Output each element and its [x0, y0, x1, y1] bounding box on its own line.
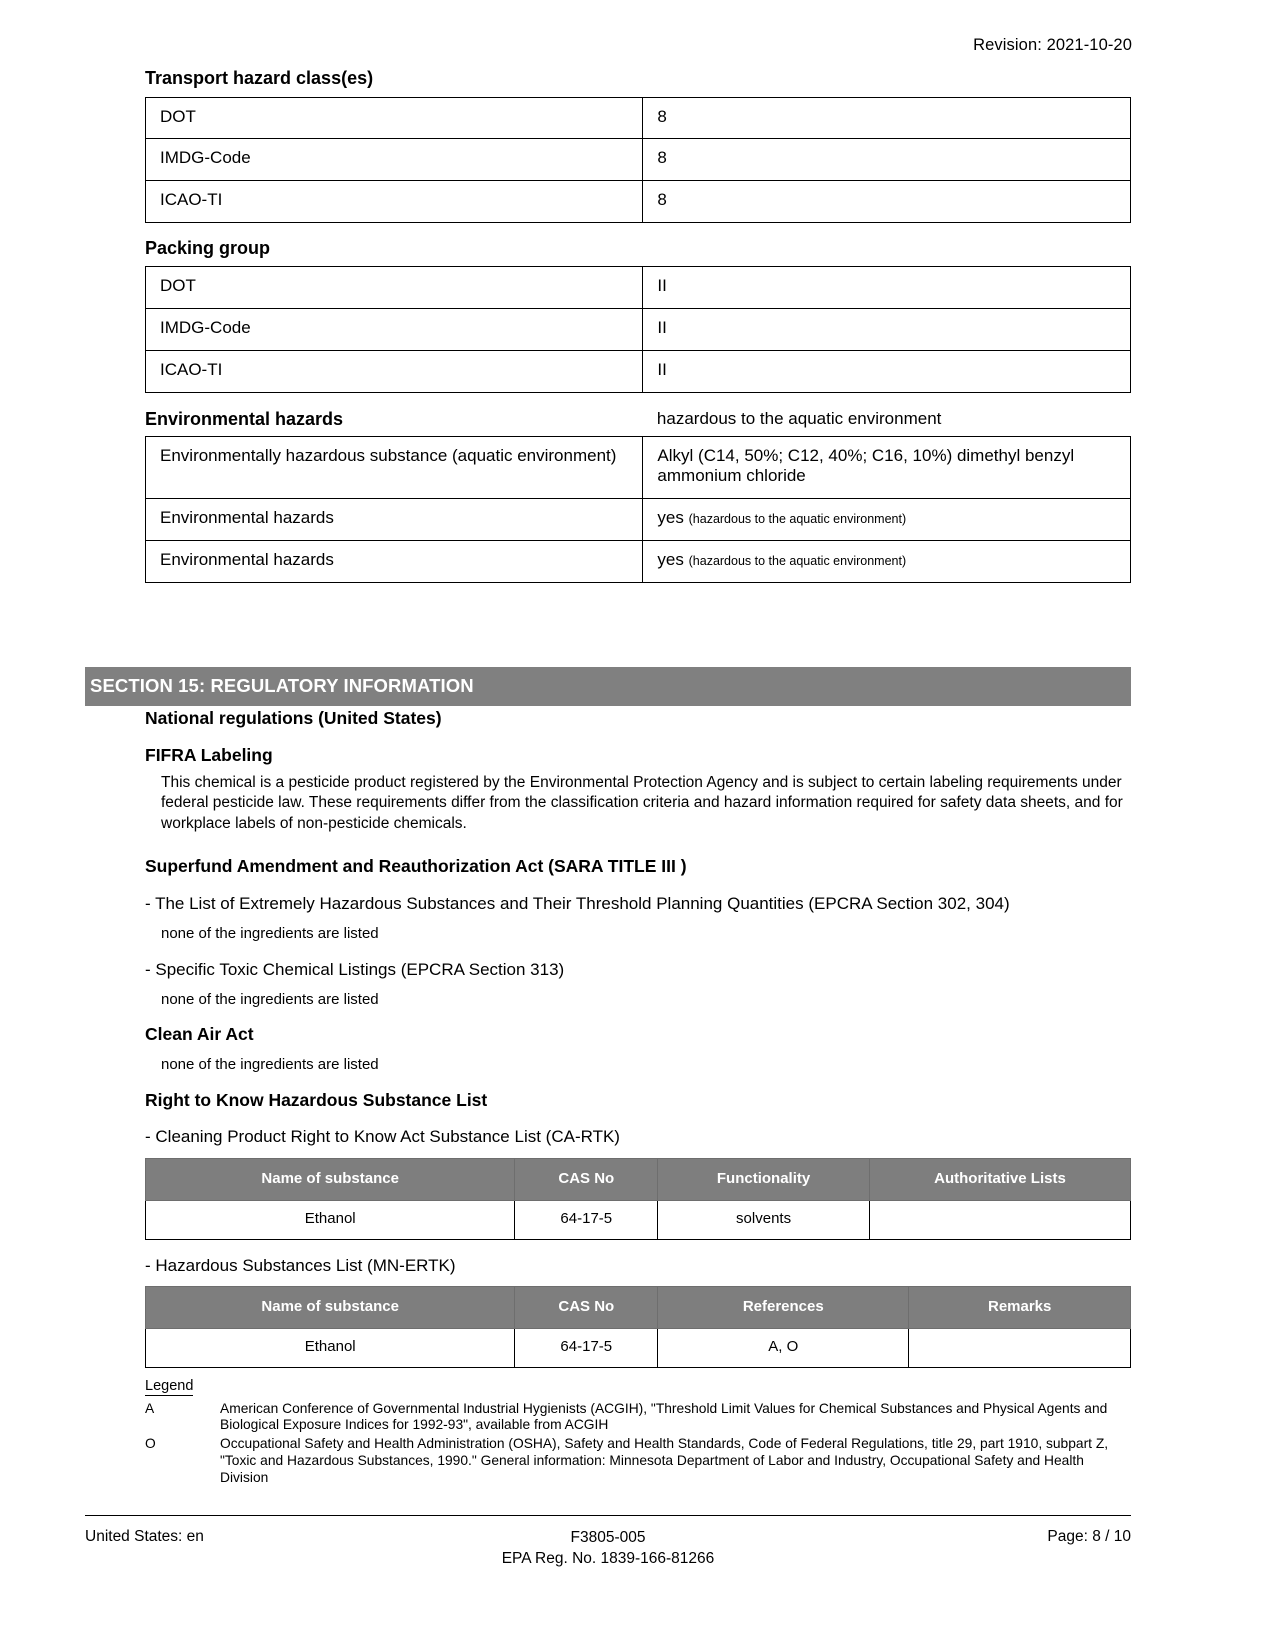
row-label: Environmental hazards	[146, 499, 643, 541]
spacer	[145, 1046, 1131, 1055]
spacer	[145, 981, 1131, 990]
table-body	[146, 1329, 1131, 1368]
clean-air-act-heading: Clean Air Act	[145, 1024, 254, 1045]
table-row	[146, 436, 1131, 498]
legend-entry	[145, 1436, 1131, 1486]
revision-date: Revision: 2021-10-20	[973, 36, 1132, 54]
legend-title: Legend	[145, 1377, 194, 1394]
row-label: IMDG-Code	[146, 139, 643, 181]
section-15-header: SECTION 15: REGULATORY INFORMATION	[85, 667, 1131, 706]
footer-left: United States: en	[85, 1528, 204, 1545]
row-label: ICAO-TI	[146, 181, 643, 223]
cell-authoritative-lists	[869, 1201, 1130, 1240]
row-label: Environmentally hazardous substance (aquatic environment)	[146, 436, 643, 498]
row-label: ICAO-TI	[146, 350, 643, 392]
ca-rtk-table	[145, 1158, 1131, 1240]
packing-group-table	[145, 266, 1131, 392]
column-header-name: Name of substance	[146, 1286, 515, 1329]
row-value-cell	[643, 540, 1131, 582]
table-row	[146, 540, 1131, 582]
spacer	[145, 1240, 1131, 1255]
column-header-cas: CAS No	[515, 1286, 658, 1329]
spacer	[145, 915, 1131, 924]
column-header-cas: CAS No	[515, 1158, 658, 1201]
cell-remarks	[909, 1329, 1131, 1368]
footer-page-number: Page: 8 / 10	[1047, 1528, 1131, 1545]
table-body	[146, 1201, 1131, 1240]
cell-functionality: solvents	[658, 1201, 870, 1240]
row-label: IMDG-Code	[146, 309, 643, 351]
row-value-note: (hazardous to the aquatic environment)	[688, 512, 907, 527]
table-row	[146, 139, 1131, 181]
mn-ertk-table	[145, 1286, 1131, 1368]
table-header-row	[146, 1286, 1131, 1329]
environmental-hazards-title-value: hazardous to the aquatic environment	[656, 408, 942, 428]
upper-content	[145, 68, 1131, 583]
row-value: II	[643, 350, 1131, 392]
spacer	[145, 834, 1131, 856]
table-row	[146, 97, 1131, 139]
row-label: Environmental hazards	[146, 540, 643, 582]
row-value: 8	[643, 181, 1131, 223]
legend-key: A	[145, 1400, 155, 1416]
row-value-note: (hazardous to the aquatic environment)	[688, 553, 907, 568]
rtk-table1-caption: - Cleaning Product Right to Know Act Substance List (CA-RTK)	[145, 1127, 620, 1147]
transport-hazard-table	[145, 97, 1131, 223]
table-row	[146, 350, 1131, 392]
clean-air-act-sub: none of the ingredients are listed	[161, 1056, 379, 1074]
table-header	[146, 1286, 1131, 1329]
table-row	[146, 1201, 1131, 1240]
column-header-functionality: Functionality	[658, 1158, 870, 1201]
row-value: II	[643, 267, 1131, 309]
row-label: DOT	[146, 267, 643, 309]
column-header-references: References	[658, 1286, 909, 1329]
spacer	[145, 223, 1131, 238]
packing-group-title: Packing group	[145, 237, 271, 258]
cell-cas: 64-17-5	[515, 1329, 658, 1368]
cell-references: A, O	[658, 1329, 909, 1368]
sara-item-lead: - The List of Extremely Hazardous Substances and Their Threshold Planning Quantities (EPCRA Section 302, 304)	[145, 893, 1010, 913]
rtk-table2-caption: - Hazardous Substances List (MN-ERTK)	[145, 1255, 456, 1275]
row-value: yes	[657, 549, 684, 569]
legend-key: O	[145, 1436, 156, 1452]
table-row	[146, 267, 1131, 309]
sara-item-sub: none of the ingredients are listed	[161, 925, 379, 943]
cell-name: Ethanol	[146, 1329, 515, 1368]
spacer	[145, 1111, 1131, 1126]
spacer	[145, 1368, 1131, 1377]
footer-epa-reg: EPA Reg. No. 1839-166-81266	[501, 1549, 715, 1567]
national-regulations-heading: National regulations (United States)	[145, 708, 442, 728]
environmental-hazards-heading-row	[145, 409, 1131, 430]
table-row	[146, 1329, 1131, 1368]
sara-item-sub: none of the ingredients are listed	[161, 990, 379, 1008]
table-row	[146, 181, 1131, 223]
environmental-hazards-table	[145, 436, 1131, 583]
row-value-cell	[643, 499, 1131, 541]
row-value: Alkyl (C14, 50%; C12, 40%; C16, 10%) dimethyl benzyl ammonium chloride	[643, 436, 1131, 498]
legend-text: Occupational Safety and Health Administration (OSHA), Safety and Health Standards, Code of Federal Regulations, title 29, part 1910, subpart Z, "Toxic and Hazardous Substances, 1990." General information: Minnesota Department of Labor and Industry, Occupational Safety and Health Division	[220, 1436, 1109, 1485]
spacer	[145, 1075, 1131, 1090]
legend	[145, 1377, 1131, 1487]
environmental-hazards-title: Environmental hazards	[145, 408, 344, 429]
footer-divider	[85, 1515, 1131, 1516]
legend-text: American Conference of Governmental Industrial Hygienists (ACGIH), "Threshold Limit Values for Chemical Substances and Physical Agents and Biological Exposure Indices for 1992-93", available from ACGIH	[220, 1400, 1108, 1433]
rtk-heading: Right to Know Hazardous Substance List	[145, 1089, 488, 1110]
table-row	[146, 309, 1131, 351]
cell-cas: 64-17-5	[515, 1201, 658, 1240]
spacer	[145, 1277, 1131, 1286]
table-header-row	[146, 1158, 1131, 1201]
spacer	[145, 944, 1131, 959]
row-label: DOT	[146, 97, 643, 139]
fifra-heading: FIFRA Labeling	[145, 744, 273, 765]
spacer	[145, 730, 1131, 745]
spacer	[145, 1149, 1131, 1158]
footer-product-code: F3805-005	[570, 1529, 646, 1546]
footer-center	[85, 1528, 1131, 1570]
column-header-authoritative-lists: Authoritative Lists	[869, 1158, 1130, 1201]
sara-heading: Superfund Amendment and Reauthorization Act (SARA TITLE III )	[145, 856, 687, 877]
spacer	[145, 878, 1131, 893]
row-value: II	[643, 309, 1131, 351]
section-15-content	[145, 708, 1131, 1487]
cell-name: Ethanol	[146, 1201, 515, 1240]
row-value: yes	[657, 508, 684, 528]
legend-entry	[145, 1401, 1131, 1435]
transport-hazard-title: Transport hazard class(es)	[145, 68, 374, 88]
table-header	[146, 1158, 1131, 1201]
spacer	[145, 1009, 1131, 1024]
row-value: 8	[643, 97, 1131, 139]
table-row	[146, 499, 1131, 541]
column-header-name: Name of substance	[146, 1158, 515, 1201]
column-header-remarks: Remarks	[909, 1286, 1131, 1329]
fifra-body: This chemical is a pesticide product registered by the Environmental Protection Agency and is subject to certain labeling requirements under federal pesticide law. These requirements differ from the classification criteria and hazard information required for safety data sheets, and for workplace labels of non-pesticide chemicals.	[161, 773, 1123, 832]
row-value: 8	[643, 139, 1131, 181]
sara-item-lead: - Specific Toxic Chemical Listings (EPCRA Section 313)	[145, 959, 565, 979]
